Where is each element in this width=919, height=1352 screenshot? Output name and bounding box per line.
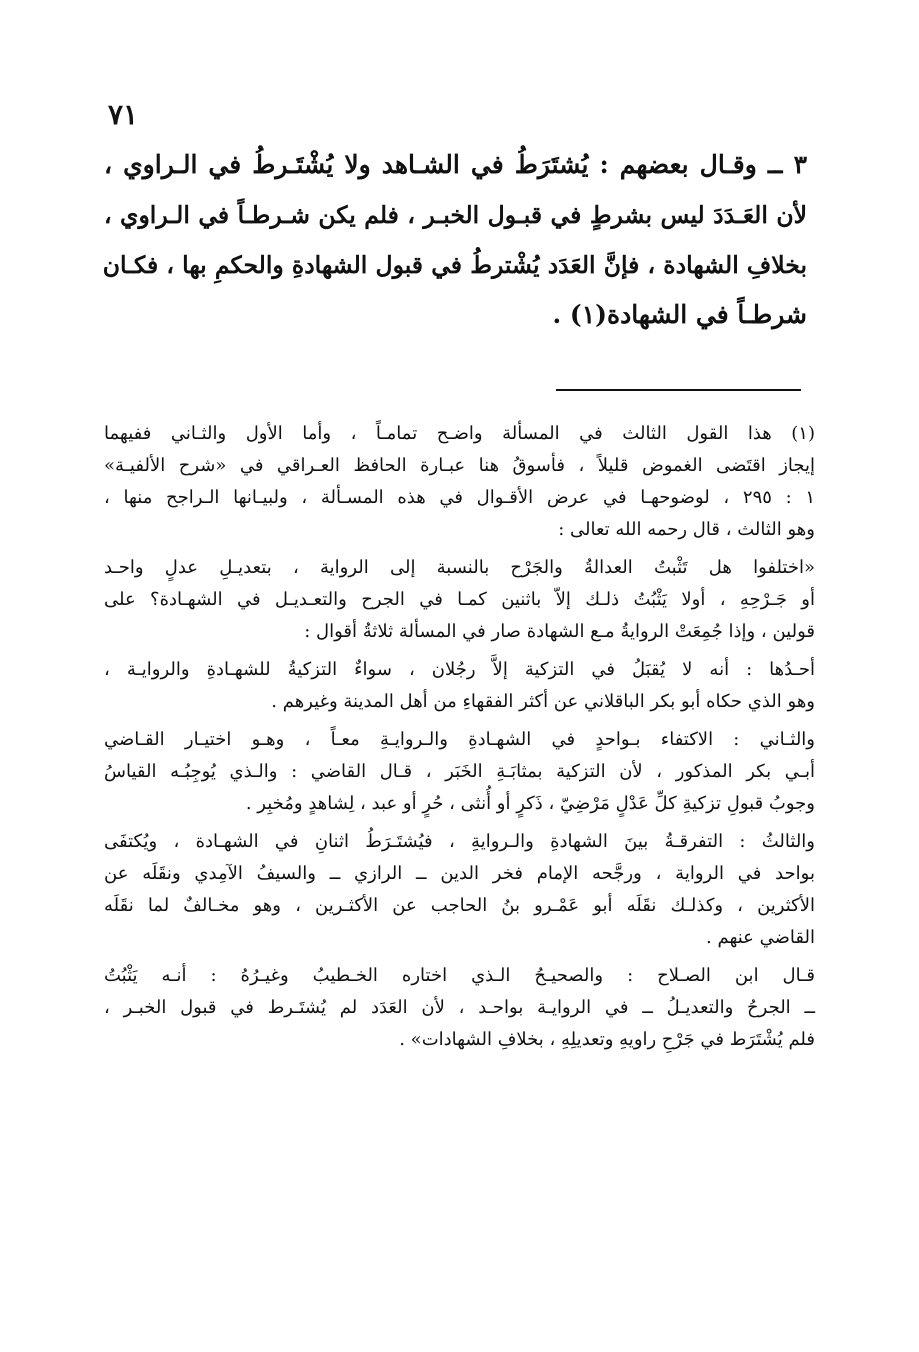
footnote-line: (١) هذا القول الثالث في المسألة واضـح تمامـاً ، وأما الأول والثـاني ففيهما [104,423,815,444]
footnote-line: فلم يُشْتَرَط في جَرْحِ راويهِ وتعديلِهِ ، بخلافِ الشهادات» . [399,1029,815,1050]
footnote-line: إيجاز اقتَضى الغموض قليلاً ، فأسوقُ هنا عبـارة الحافظ العـراقي في «شرح الألفيـة» [104,455,815,476]
main-text-line: ٣ ــ وقـال بعضهم : يُشتَرَطُ في الشـاهد ولا يُشْتَـرطُ في الـراوي ، [104,150,807,179]
footnote-paragraph [104,724,815,820]
footnote-line: ١ : ٢٩٥ ، لوضوحهـا في عرض الأقـوال في هذه المسـألة ، ولبيـانها الـراجح منها ، [104,487,815,508]
footnote-line: ــ الجرحُ والتعديـلُ ــ في الروايـة بواحـد ، لأن العَدَد لم يُشتَـرط في قبول الخبـر ، [104,997,815,1018]
footnote-line: أو جَـرْحِهِ ، أولا يَثْبُتُ ذلـك إلاّ باثنين كمـا في الجرح والتعـديـل في الشهـادة؟ على [104,589,815,610]
footnote-line: القاضي عنهم . [706,927,815,948]
footnote-line: وجوبُ قبولِ تزكيةِ كلِّ عَدْلٍ مَرْضِيّ ، ذَكرٍ أو أُنثى ، حُرٍ أو عبد ، لِشاهدٍ ومُخبِر . [245,793,815,814]
main-text-block [104,140,807,340]
main-text-line: شرطـاً في الشهادة(١) . [552,300,807,329]
footnote-line: وهو الذي حكاه أبو بكر الباقلاني عن أكثر الفقهاءِ من أهل المدينة وغيرهم . [271,691,815,712]
footnote-line: «اختلفوا هل تَثْبتُ العدالةُ والجَرْح بالنسبة إلى الرواية ، بتعديـلِ عدلٍ واحـد [104,557,816,578]
footnote-paragraph [104,654,815,718]
page-number: ٧١ [108,98,139,131]
footnote-line: قولين ، وإذا جُمِعَتْ الروايةُ مـع الشهادة صار في المسألة ثلاثةُ أقوال : [304,621,815,642]
footnote-line: والثـاني : الاكتفاء بـواحدٍ في الشهـادةِ والـروايـةِ معـاً ، وهـو اختيـار القـاضي [104,729,815,750]
footnote-line: بواحد في الرواية ، ورجَّحه الإمام فخر الدين ــ الرازي ــ والسيفُ الآمِدي ونقَلَه عن [104,863,815,884]
main-text-line: بخلافِ الشهادة ، فإنَّ العَدَد يُشْترطُ في قبول الشهادةِ والحكمِ بها ، فكـان [102,251,807,279]
footnote-block [104,418,815,1062]
footnote-line: وهو الثالث ، قال رحمه الله تعالى : [558,519,815,540]
footnote-paragraph [104,826,815,954]
footnote-line: أبـي بكر المذكور ، لأن التزكية بمثابَـةِ الخَبَر ، قـال القاضي : والـذي يُوجِبُـه القياسُ [104,761,815,782]
footnote-paragraph [104,552,815,648]
footnote-line: الأكثرين ، وكذلـك نقَلَه أبو عَمْـرو بنُ الحاجب عن الأكثـرين ، وهو مخـالفٌ لما نقَلَه [104,895,815,916]
footnote-paragraph [104,960,815,1056]
footnote-line: والثالثُ : التفرقـةُ بينَ الشهادةِ والـروايةِ ، فيُشتَـرَطُ اثنانِ في الشهـادة ، ويُكتفَى [104,831,815,852]
main-text-line: لأن العَـدَدَ ليس بشرطٍ في قبـول الخبـر ، فلم يكن شـرطـاً في الـراوي ، [104,201,807,229]
footnote-line: قـال ابن الصـلاح : والصحيـحُ الـذي اختاره الخـطيبُ وغيـرُهُ : أنـه يَثْبُتُ [104,965,815,986]
footnote-paragraph [104,418,815,546]
footnote-line: أحـدُها : أنه لا يُقبَلُ في التزكية إلاَّ رجُلان ، سواءٌ التزكيةُ للشهـادةِ والروايـة ، [104,659,815,680]
footnote-separator [556,389,801,391]
